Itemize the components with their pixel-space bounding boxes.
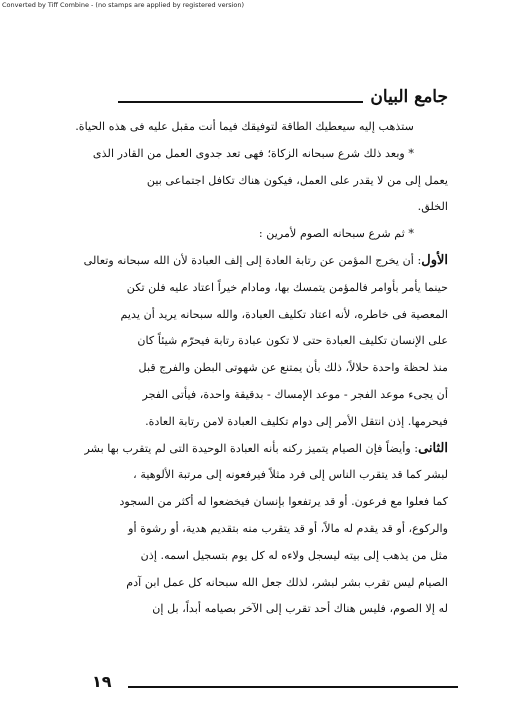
paragraph-second-reason [60,436,448,624]
text-line: له إلا الصوم، فليس هناك أحد تقرب إلى الآخر بصيامه أبداً، بل إن [152,602,448,616]
text-line [60,436,448,463]
text-line: المعصية فى خاطره، لأنه اعتاد تكليف العبادة، والله سبحانه يريد أن يديم [120,307,448,321]
text-line: على الإنسان تكليف العبادة حتى لا تكون عبادة رتابة فيحرّم شيئاً كان [137,334,448,348]
text-line: لبشر كما قد يتقرب الناس إلى فرد مثلاً فيرفعونه إلى مرتبة الألوهية ، [133,468,448,482]
text-segment: : وأيضاً فإن الصيام يتميز ركنه بأنه العبادة الوحيدة التى لم يتقرب بها بشر [84,441,419,455]
book-title: جامع البيان [370,87,448,107]
page-number: ١٩ [92,672,112,691]
text-line: فيحرمها. إذن انتقل الأمر إلى دوام تكليف العبادة لامن رتابة العادة. [145,414,448,428]
page-body [60,114,448,623]
paragraph-first-reason [60,248,448,436]
text-line: يعمل إلى من لا يقدر على العمل، فيكون هناك تكافل اجتماعى بين [146,173,448,187]
text-line [60,248,448,275]
text-line: ستذهب إليه سيعطيك الطاقة لتوفيقك فيما أنت مقبل عليه فى هذه الحياة. [75,120,414,133]
header-rule [118,101,363,103]
text-line: كما فعلوا مع فرعون. أو قد يرتفعوا بإنسان فيخضعوا له أكثر من السجود [119,495,448,509]
text-line: الخلق. [417,200,448,214]
text-line: حينما يأمر بأوامر فالمؤمن يتمسك بها، ومادام خيراً اعتاد عليه فلن تكن [126,280,448,294]
text-line: * ثم شرع سبحانه الصوم لأمرين : [258,227,414,241]
paragraph-fasting-intro [60,221,448,248]
text-line: الصيام ليس تقرب بشر لبشر، لذلك جعل الله سبحانه كل عمل ابن آدم [126,575,448,589]
text-line: منذ لحظة واحدة حلالاً، ذلك بأن يمتنع عن شهوتى البطن والفرج قبل [138,361,448,375]
paragraph-intro [60,114,448,141]
paragraph-zakat [60,141,448,221]
page-header [118,86,448,110]
text-segment: : أن يخرج المؤمن عن رتابة العادة إلى إلف العبادة لأن الله سبحانه وتعالى [83,253,422,267]
text-line: والركوع، أو قد يقدم له مالاً، أو قد يتقرب منه بتقديم هدية، أو رشوة أو [128,521,448,535]
text-line: * وبعد ذلك شرع سبحانه الزكاة؛ فهى تعد جدوى العمل من القادر الذى [92,146,414,160]
footer-rule [128,686,458,688]
text-line: مثل من يذهب إلى بيته ليسجل ولاءه له كل يوم بتسجيل اسمه. إذن [140,548,448,562]
text-line: أن يجىء موعد الفجر - موعد الإمساك - بدقيقة واحدة، فيأتى الفجر [142,387,448,401]
section-label-first: الأول [421,252,448,268]
section-label-second: الثانى [418,440,448,456]
converter-notice: Converted by Tiff Combine - (no stamps are applied by registered version) [2,1,245,9]
